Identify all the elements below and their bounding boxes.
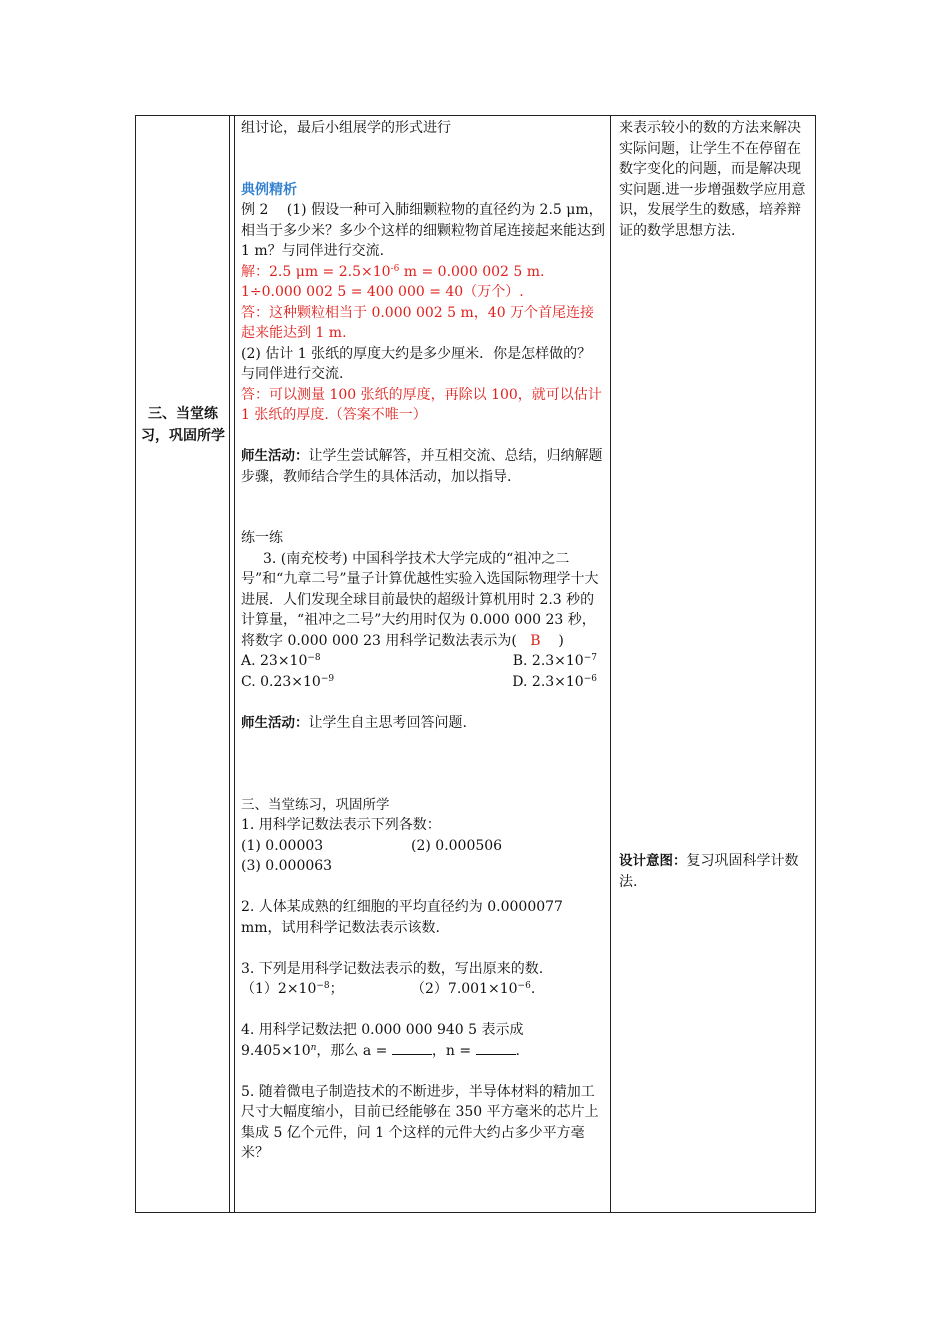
practice-title: 练一练 bbox=[241, 530, 283, 546]
design-intent: 设计意图：复习巩固科学计数法. bbox=[619, 853, 799, 890]
options-row-1 bbox=[241, 651, 605, 672]
section-title: 三、当堂练习，巩固所学 bbox=[141, 406, 225, 444]
answer-blank-a[interactable] bbox=[392, 1042, 432, 1055]
example2-answer4: 答：可以测量 100 张纸的厚度，再除以 100，就可以估计 1 张纸的厚度.（答案不唯一） bbox=[241, 386, 602, 423]
example2-answer3: 答：这种颗粒相当于 0.000 002 5 m，40 万个首尾连接起来能达到 1 m. bbox=[241, 304, 595, 341]
intent-column bbox=[611, 116, 815, 1212]
exercise1: 1. 用科学记数法表示下列各数： bbox=[241, 817, 441, 833]
content-column bbox=[235, 116, 611, 1212]
design-intent-label: 设计意图： bbox=[619, 853, 687, 869]
activity2-label: 师生活动： bbox=[241, 714, 309, 731]
practice-question3: 3. (南充校考) 中国科学技术大学完成的“祖冲之二号”和“九章二号”量子计算优越性实验入选国际物理学十大进展．人们发现全球目前最快的超级计算机用时 2.3 秒的计算量，“祖冲之二号”大约用时仅为 0.000 000 23 秒，将数字 0.000 000 23 用科学记数法表示为( B ) bbox=[241, 550, 599, 649]
example2-answer1: 解：2.5 $\mu m = 2.5\times 10^{-6}$ m = 0.000 002 5 m. bbox=[241, 263, 545, 280]
option-b: B. $2.3\times 10^{-7}$ bbox=[512, 653, 597, 669]
example2-question2: (2) 估计 1 张纸的厚度大约是多少厘米．你是怎样做的？与同伴进行交流. bbox=[241, 345, 592, 382]
lesson-table bbox=[135, 115, 816, 1213]
exercise4-line2: $9.405\times 10^n$，那么 a = ，n = . bbox=[241, 1042, 520, 1059]
option-c: C. $0.23\times 10^{-9}$ bbox=[241, 673, 335, 690]
q3-answer: B bbox=[530, 632, 541, 649]
options-row-2 bbox=[241, 672, 605, 693]
intent-text-top: 来表示较小的数的方法来解决实际问题，让学生不在停留在数字变化的问题，而是解决现实问题.进一步增强数学应用意识，发展学生的数感，培养辩证的数学思想方法. bbox=[619, 120, 806, 239]
exercise4-line1: 4. 用科学记数法把 0.000 000 940 5 表示成 bbox=[241, 1022, 524, 1038]
option-a: A. $23\times 10^{-8}$ bbox=[241, 653, 321, 669]
example2-question1: 例 2 (1) 假设一种可入肺细颗粒物的直径约为 2.5 μm，相当于多少米？多少个这样的细颗粒物首尾连接起来能达到 1 m？与同伴进行交流. bbox=[241, 202, 605, 259]
consolidate-title: 三、当堂练习，巩固所学 bbox=[241, 796, 390, 813]
example-heading: 典例精析 bbox=[241, 181, 297, 198]
example2-answer2: 1÷0.000 002 5 = 400 000 = 40（万个）. bbox=[241, 284, 524, 300]
exercise1-item3: (3) 0.000063 bbox=[241, 858, 333, 874]
exercise3: 3. 下列是用科学记数法表示的数，写出原来的数. bbox=[241, 960, 544, 977]
activity1: 师生活动：让学生尝试解答，并互相交流、总结，归纳解题步骤，教师结合学生的具体活动，加以指导. bbox=[241, 448, 603, 485]
exercise5: 5. 随着微电子制造技术的不断进步，半导体材料的精加工尺寸大幅度缩小，目前已经能够在 350 平方毫米的芯片上集成 5 亿个元件，问 1 个这样的元件大约占多少平方毫米？ bbox=[241, 1083, 599, 1161]
section-column bbox=[136, 116, 230, 1212]
option-d: D. $2.3\times 10^{-6}$ bbox=[512, 673, 597, 690]
activity2: 师生活动：让学生自主思考回答问题. bbox=[241, 714, 467, 731]
exercise1-items: (1) 0.00003 (2) 0.000506 bbox=[241, 837, 503, 854]
answer-blank-n[interactable] bbox=[476, 1042, 516, 1055]
exercise2: 2. 人体某成熟的红细胞的平均直径约为 0.0000077 mm，试用科学记数法表示该数. bbox=[241, 899, 563, 936]
activity1-label: 师生活动： bbox=[241, 448, 309, 464]
content-text bbox=[241, 118, 605, 1164]
exercise3-items: $(1)2\times 10^{-8}$； $(2)7.001\times 10^{-6}$. bbox=[241, 981, 536, 997]
intro-line: 组讨论，最后小组展学的形式进行 bbox=[241, 120, 451, 136]
